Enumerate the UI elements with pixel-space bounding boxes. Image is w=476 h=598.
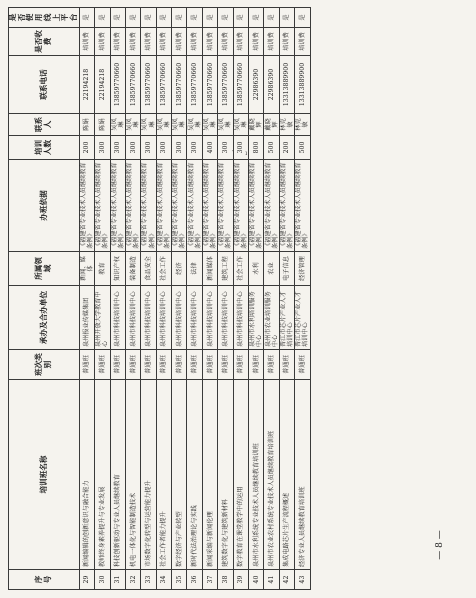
table-cell-phone: 13859770660: [125, 56, 140, 114]
table-cell-people: 800: [249, 136, 264, 160]
table-row: [249, 8, 264, 590]
table-cell-basis: 《福建省专业技术人员继续教育条例》: [187, 160, 202, 252]
table-cell-basis: 《福建省专业技术人员继续教育条例》: [295, 160, 310, 252]
column-header: 联系人: [9, 114, 80, 136]
table-cell-name: 新闻采编与新闻伦理: [202, 380, 217, 570]
table-cell-basis: 《福建省专业技术人员继续教育条例》: [156, 160, 171, 252]
table-cell-phone: 13859770660: [202, 56, 217, 114]
table-cell-people: 300: [125, 136, 140, 160]
table-cell-field: 建筑工程: [218, 252, 233, 286]
page-number: — 8 —: [435, 530, 445, 560]
table-cell-platform: 是: [141, 8, 156, 28]
column-header: 是否收费: [9, 28, 80, 56]
table-cell-fee: 培训费: [187, 28, 202, 56]
table-cell-field: 电子信息: [279, 252, 294, 286]
mark: ′: [232, 150, 234, 157]
table-cell-field: 农业: [264, 252, 279, 286]
table-cell-type: 普通班: [125, 350, 140, 380]
table-cell-name: 教师终身素养提升与专业发展: [95, 380, 110, 570]
table-row: [172, 8, 187, 590]
table-cell-type: 普通班: [249, 350, 264, 380]
table-cell-people: 300: [141, 136, 156, 160]
table-cell-phone: 22194218: [95, 56, 110, 114]
table-cell-org: 泉州市科技培训中心: [110, 286, 125, 350]
table-cell-org: 泉州开放大学教育中心: [95, 286, 110, 350]
table-cell-people: 300: [95, 136, 110, 160]
table-cell-seq: 32: [125, 570, 140, 590]
table-cell-people: 200: [79, 136, 94, 160]
table-cell-field: 经济: [172, 252, 187, 286]
table-cell-fee: 培训费: [249, 28, 264, 56]
table-cell-phone: 22986390: [249, 56, 264, 114]
table-row: [279, 8, 294, 590]
table-cell-basis: 《福建省专业技术人员继续教育条例》: [141, 160, 156, 252]
table-cell-org: 泉州市科技培训中心: [172, 286, 187, 350]
table-cell-name: 市场数字化转型与运营能力提升: [141, 380, 156, 570]
column-header: 培训人数: [9, 136, 80, 160]
table-cell-name: 经济专业人员继续教育培训班: [295, 380, 310, 570]
column-header: 承办及合办单位: [9, 286, 80, 350]
table-cell-platform: 是: [264, 8, 279, 28]
table-row: [110, 8, 125, 590]
table-cell-field: 经济管理: [295, 252, 310, 286]
table-cell-type: 普通班: [141, 350, 156, 380]
table-cell-field: 新闻、媒体: [79, 252, 94, 286]
table-cell-platform: 是: [187, 8, 202, 28]
table-cell-phone: 13859770660: [156, 56, 171, 114]
table-cell-fee: 培训费: [202, 28, 217, 56]
table-cell-people: 500: [295, 136, 310, 160]
column-header: 所属领域: [9, 252, 80, 286]
table-cell-phone: 13313889900: [295, 56, 310, 114]
rotated-table-wrapper: [8, 8, 468, 590]
table-cell-name: 泉州市水利系统专业技术人员继续教育培训班: [249, 380, 264, 570]
table-cell-seq: 43: [295, 570, 310, 590]
table-cell-contact: 吴凤琳: [202, 114, 217, 136]
table-cell-field: 食品安全: [141, 252, 156, 286]
mark: ı: [245, 150, 248, 157]
table-cell-contact: 戴晓辉: [264, 114, 279, 136]
table-cell-field: 装备制造: [125, 252, 140, 286]
table-row: [79, 8, 94, 590]
table-cell-people: 300: [172, 136, 187, 160]
table-cell-platform: 是: [156, 8, 171, 28]
table-cell-seq: 33: [141, 570, 156, 590]
table-cell-type: 普通班: [233, 350, 248, 380]
table-cell-seq: 38: [218, 570, 233, 590]
table-cell-contact: 林克敏: [295, 114, 310, 136]
table-cell-contact: 陈娟: [95, 114, 110, 136]
table-cell-people: 400: [202, 136, 217, 160]
table-cell-org: 泉州市科技培训中心: [141, 286, 156, 350]
table-cell-basis: 《福建省专业技术人员继续教育条例》: [125, 160, 140, 252]
table-cell-contact: 戴晓辉: [249, 114, 264, 136]
table-cell-org: 泉州市科技培训中心: [156, 286, 171, 350]
table-cell-phone: 13859770660: [172, 56, 187, 114]
table-cell-fee: 培训费: [279, 28, 294, 56]
table-cell-org: 泉州市农业培训服务中心: [264, 286, 279, 350]
table-cell-contact: 吴凤琳: [141, 114, 156, 136]
table-cell-type: 普通班: [218, 350, 233, 380]
table-cell-platform: 是: [233, 8, 248, 28]
table-cell-type: 普通班: [187, 350, 202, 380]
table-cell-type: 普通班: [156, 350, 171, 380]
table-cell-phone: 13859770660: [218, 56, 233, 114]
table-cell-field: 知识产权: [110, 252, 125, 286]
table-cell-org: 泉州市水利培训服务中心: [249, 286, 264, 350]
table-cell-platform: 是: [249, 8, 264, 28]
table-cell-fee: 培训费: [110, 28, 125, 56]
table-row: [141, 8, 156, 590]
table-row: [95, 8, 110, 590]
table-cell-seq: 41: [264, 570, 279, 590]
table-cell-contact: 吴凤琳: [172, 114, 187, 136]
table-cell-basis: 《福建省专业技术人员继续教育条例》: [110, 160, 125, 252]
column-header: 办班依据: [9, 160, 80, 252]
table-cell-seq: 30: [95, 570, 110, 590]
table-cell-type: 普通班: [172, 350, 187, 380]
table-cell-phone: 13859770660: [187, 56, 202, 114]
table-cell-platform: 是: [125, 8, 140, 28]
table-cell-type: 普通班: [95, 350, 110, 380]
table-cell-name: 数字经济与产业转型: [172, 380, 187, 570]
table-cell-org: 泉州市科技培训中心: [125, 286, 140, 350]
column-header: 培训班名称: [9, 380, 80, 570]
column-header: 联系电话: [9, 56, 80, 114]
table-cell-basis: 《福建省专业技术人员继续教育条例》: [249, 160, 264, 252]
table-cell-people: 200: [279, 136, 294, 160]
table-cell-name: 新时代法治理论与实践: [187, 380, 202, 570]
table-cell-fee: 培训费: [156, 28, 171, 56]
table-row: [264, 8, 279, 590]
table-cell-seq: 42: [279, 570, 294, 590]
table-cell-people: 300: [218, 136, 233, 160]
table-cell-seq: 36: [187, 570, 202, 590]
table-cell-org: 晋江市芯片产业人才培训中心: [295, 286, 310, 350]
table-cell-basis: 《福建省专业技术人员继续教育条例》: [233, 160, 248, 252]
table-cell-name: 数字教育在课堂教学中的运用: [233, 380, 248, 570]
table-cell-name: 社会工作者能力提升: [156, 380, 171, 570]
table-cell-org: 泉州市科技培训中心: [233, 286, 248, 350]
table-cell-seq: 34: [156, 570, 171, 590]
table-row: [295, 8, 310, 590]
table-cell-org: 泉州市科技培训中心: [218, 286, 233, 350]
table-cell-field: 新闻媒体: [202, 252, 217, 286]
table-cell-field: 教育: [95, 252, 110, 286]
table-cell-seq: 35: [172, 570, 187, 590]
table-cell-contact: 吴凤琳: [156, 114, 171, 136]
table-cell-fee: 培训费: [295, 28, 310, 56]
table-cell-basis: 《福建省专业技术人员继续教育条例》: [172, 160, 187, 252]
table-cell-contact: 吴凤琳: [110, 114, 125, 136]
table-cell-contact: 陈娟: [79, 114, 94, 136]
table-cell-people: 300: [187, 136, 202, 160]
table-cell-name: 科技创新驱动与专业人员继续教育: [110, 380, 125, 570]
table-cell-basis: 《福建省专业技术人员继续教育条例》: [218, 160, 233, 252]
table-cell-platform: 是: [110, 8, 125, 28]
table-cell-contact: 林克敏: [279, 114, 294, 136]
table-cell-fee: 培训费: [264, 28, 279, 56]
table-cell-phone: 13859770660: [141, 56, 156, 114]
table-row: [187, 8, 202, 590]
table-cell-name: 集成电路芯片生产流程概述: [279, 380, 294, 570]
table-cell-type: 普通班: [295, 350, 310, 380]
table-cell-platform: 是: [172, 8, 187, 28]
table-cell-platform: 是: [95, 8, 110, 28]
table-cell-fee: 培训费: [218, 28, 233, 56]
table-cell-basis: 《福建省专业技术人员继续教育条例》: [79, 160, 94, 252]
table-cell-phone: 13859770660: [233, 56, 248, 114]
table-cell-fee: 培训费: [172, 28, 187, 56]
table-cell-fee: 培训费: [95, 28, 110, 56]
table-cell-platform: 是: [202, 8, 217, 28]
table-header: [9, 8, 80, 590]
table-body: [79, 8, 310, 590]
table-cell-phone: 13313889900: [279, 56, 294, 114]
column-header: 班次类别: [9, 350, 80, 380]
table-cell-contact: 吴凤琳: [125, 114, 140, 136]
table-cell-people: 500: [264, 136, 279, 160]
table-row: [125, 8, 140, 590]
table-cell-seq: 37: [202, 570, 217, 590]
table-cell-org: 泉州市科技培训中心: [202, 286, 217, 350]
table-cell-type: 普通班: [79, 350, 94, 380]
table-cell-platform: 是: [295, 8, 310, 28]
table-cell-fee: 培训费: [79, 28, 94, 56]
table-cell-type: 普通班: [110, 350, 125, 380]
table-cell-people: 300: [156, 136, 171, 160]
table-cell-fee: 培训费: [233, 28, 248, 56]
table-cell-name: 建筑数字化与建筑新材料: [218, 380, 233, 570]
training-table: [8, 7, 311, 590]
table-cell-field: 社会工作: [233, 252, 248, 286]
table-cell-name: 新闻编辑的创新意识与融合能力: [79, 380, 94, 570]
table-row: [202, 8, 217, 590]
table-cell-phone: 13859770660: [110, 56, 125, 114]
table-cell-org: 泉州市科技培训中心: [187, 286, 202, 350]
table-cell-phone: 22194218: [79, 56, 94, 114]
table-cell-name: 机电一体化与智能制造技术: [125, 380, 140, 570]
table-cell-field: 水利: [249, 252, 264, 286]
table-cell-people: 300: [110, 136, 125, 160]
column-header: 序号: [9, 570, 80, 590]
table-cell-type: 普通班: [202, 350, 217, 380]
table-cell-fee: 培训费: [141, 28, 156, 56]
table-cell-fee: 培训费: [125, 28, 140, 56]
table-cell-basis: 《福建省专业技术人员继续教育条例》: [202, 160, 217, 252]
table-cell-basis: 《福建省专业技术人员继续教育条例》: [264, 160, 279, 252]
table-row: [156, 8, 171, 590]
table-cell-seq: 40: [249, 570, 264, 590]
table-cell-phone: 22986390: [264, 56, 279, 114]
column-header: 是否使用线上平台: [9, 8, 80, 28]
table-cell-contact: 吴凤琳: [218, 114, 233, 136]
table-cell-seq: 29: [79, 570, 94, 590]
table-cell-org: 晋江市芯片产业人才培训中心: [279, 286, 294, 350]
table-cell-seq: 31: [110, 570, 125, 590]
table-cell-seq: 39: [233, 570, 248, 590]
table-cell-platform: 是: [218, 8, 233, 28]
table-cell-org: 泉州报业传媒集团: [79, 286, 94, 350]
table-cell-type: 普通班: [264, 350, 279, 380]
table-cell-basis: 《福建省专业技术人员继续教育条例》: [95, 160, 110, 252]
table-cell-contact: 吴凤琳: [187, 114, 202, 136]
table-cell-people: 300: [233, 136, 248, 160]
table-cell-platform: 是: [79, 8, 94, 28]
table-row: [233, 8, 248, 590]
table-cell-basis: 《福建省专业技术人员继续教育条例》: [279, 160, 294, 252]
table-cell-field: 法律: [187, 252, 202, 286]
table-cell-platform: 是: [279, 8, 294, 28]
table-cell-type: 普通班: [279, 350, 294, 380]
table-cell-contact: 吴凤琳: [233, 114, 248, 136]
table-cell-field: 社会工作: [156, 252, 171, 286]
table-row: [218, 8, 233, 590]
table-cell-name: 泉州市农业农村系统专业技术人员继续教育培训班: [264, 380, 279, 570]
